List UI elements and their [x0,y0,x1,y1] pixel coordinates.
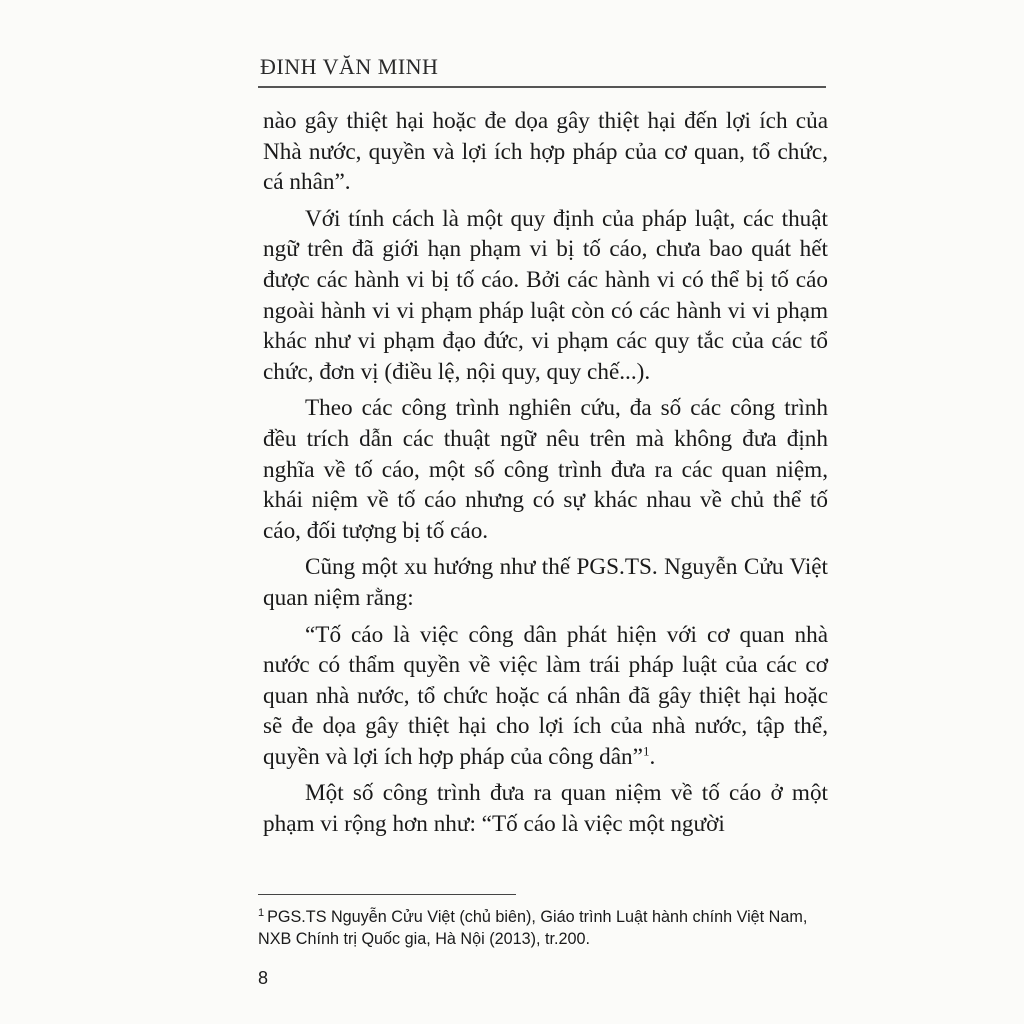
footnote [258,906,830,950]
quote-text: “Tố cáo là việc công dân phát hiện với cơ quan nhà nước có thẩm quyền về việc làm trái pháp luật của các cơ quan nhà nước, tổ chức hoặc cá nhân đã gây thiệt hại hoặc sẽ đe dọa gây thiệt hại cho lợi ích của nhà nước, tập thể, quyền và lợi ích hợp pháp của công dân” [263,621,828,770]
page-number: 8 [258,968,269,988]
running-header [258,50,826,88]
header-author: ĐINH VĂN MINH [260,54,439,79]
body-text [263,106,828,846]
paragraph-6: Một số công trình đưa ra quan niệm về tố cáo ở một phạm vi rộng hơn như: “Tố cáo là việc một người [263,780,828,838]
paragraph-5-quote: “Tố cáo là việc công dân phát hiện với cơ quan nhà nước có thẩm quyền về việc làm trái pháp luật của các cơ quan nhà nước, tổ chức hoặc cá nhân đã gây thiệt hại hoặc sẽ đe dọa gây thiệt hại cho lợi ích của nhà nước, tập thể, quyền và lợi ích hợp pháp của công dân”$^1$. [263,621,828,770]
footnote-reference: 1 [642,743,650,759]
paragraph-4: Cũng một xu hướng như thế PGS.TS. Nguyễn Cửu Việt quan niệm rằng: [263,554,828,611]
footnote-text: PGS.TS Nguyễn Cửu Việt (chủ biên), Giáo trình Luật hành chính Việt Nam, NXB Chính trị Quốc gia, Hà Nội (2013), tr.200. [258,908,808,948]
paragraph-3: Theo các công trình nghiên cứu, đa số các công trình đều trích dẫn các thuật ngữ nêu trên mà không đưa định nghĩa về tố cáo, một số công trình đưa ra các quan niệm, khái niệm về tố cáo nhưng có sự khác nhau về chủ thể tố cáo, đối tượng bị tố cáo. [263,395,828,544]
footnote-divider [258,894,516,895]
paragraph-2: Với tính cách là một quy định của pháp luật, các thuật ngữ trên đã giới hạn phạm vi bị tố cáo, chưa bao quát hết được các hành vi bị tố cáo. Bởi các hành vi có thể bị tố cáo ngoài hành vi vi phạm pháp luật còn có các hành vi vi phạm khác như vi phạm đạo đức, vi phạm các quy tắc của các tổ chức, đơn vị (điều lệ, nội quy, quy chế...). [263,205,828,385]
footnote-number: 1 [258,906,265,919]
paragraph-1: nào gây thiệt hại hoặc đe dọa gây thiệt hại đến lợi ích của Nhà nước, quyền và lợi ích hợp pháp của cơ quan, tổ chức, cá nhân”. [263,108,828,196]
